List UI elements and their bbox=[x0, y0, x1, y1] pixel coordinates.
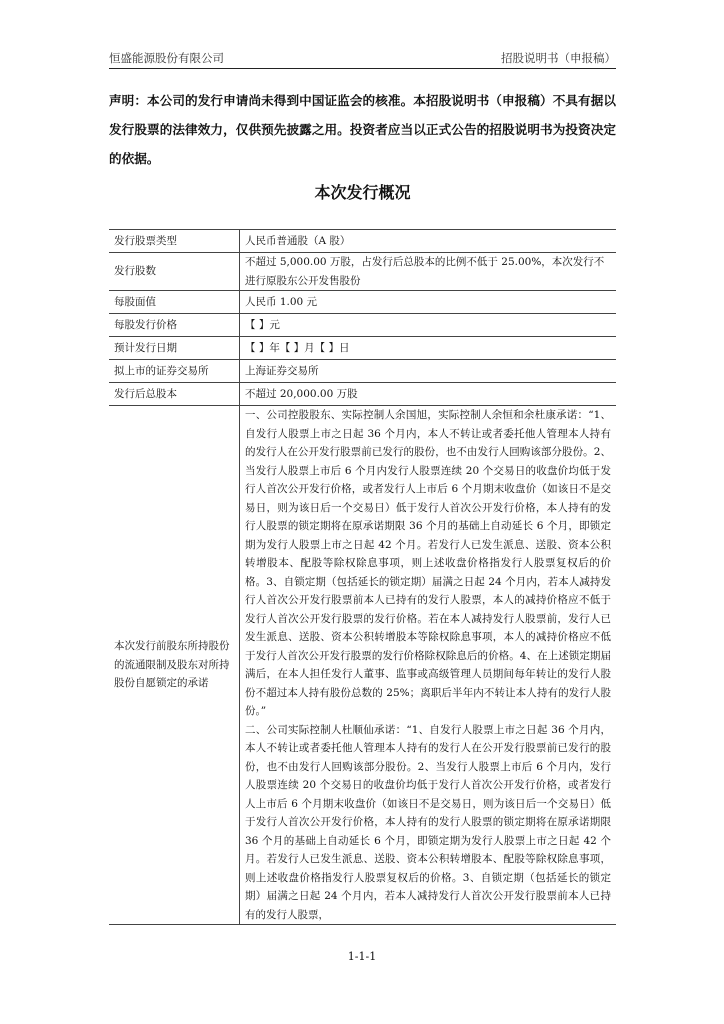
row-label: 发行股票类型 bbox=[109, 230, 240, 253]
row-value: 上海证券交易所 bbox=[240, 360, 617, 383]
disclaimer-statement: 声明：本公司的发行申请尚未得到中国证监会的核准。本招股说明书（申报稿）不具有据以发行股票的法律效力，仅供预先披露之用。投资者应当以正式公告的招股说明书为投资决定的依据。 bbox=[109, 93, 616, 166]
row-value: 【 】元 bbox=[240, 314, 617, 337]
row-value: 不超过 5,000.00 万股，占发行后总股本的比例不低于 25.00%，本次发行不进行原股东公开发售股份 bbox=[240, 253, 617, 291]
row-value: 人民币普通股（A 股） bbox=[240, 230, 617, 253]
row-label: 每股面值 bbox=[109, 291, 240, 314]
page-number: 1-1-1 bbox=[347, 950, 377, 963]
row-label: 拟上市的证券交易所 bbox=[109, 360, 240, 383]
row-value: 【 】年【 】月【 】日 bbox=[240, 337, 617, 360]
document-title: 招股说明书（申报稿） bbox=[501, 51, 616, 65]
table-row bbox=[109, 360, 616, 383]
table-row bbox=[109, 337, 616, 360]
row-label: 预计发行日期 bbox=[109, 337, 240, 360]
commitment-paragraph: 二、公司实际控制人杜顺仙承诺：“1、自发行人股票上市之日起 36 个月内，本人不转让或者委托他人管理本人持有的发行人在公开发行股票前已发行的股份，也不由发行人回购该部分股份。2、当发行人股票上市后 6 个月内，发行人股票连续 20 个交易日的收盘价均低于发行人首次公开发行价格，或者发行人上市后 6 个月期末收盘价（如该日不是交易日，则为该日后一个交易日）低于发行人首次公开发行价格，本人持有的发行人股票的锁定期将在原承诺期限 36 个月的基础上自动延长 6 个月，即锁定期为发行人股票上市之日起 42 个月。若发行人已发生派息、送股、资本公积转增股本、配股等除权除息事项，则上述收盘价格指发行人股票复权后的价格。3、自锁定期（包括延长的锁定期）届满之日起 24 个月内，若本人减持发行人首次公开发行股票前本人已持有的发行人股票， bbox=[245, 723, 611, 921]
table-row bbox=[109, 383, 616, 406]
table-row bbox=[109, 291, 616, 314]
row-label: 每股发行价格 bbox=[109, 314, 240, 337]
row-value: 不超过 20,000.00 万股 bbox=[240, 383, 617, 406]
row-value: 人民币 1.00 元 bbox=[240, 291, 617, 314]
section-title: 本次发行概况 bbox=[314, 183, 411, 202]
page-header bbox=[109, 50, 616, 68]
table-row bbox=[109, 230, 616, 253]
table-row bbox=[109, 253, 616, 291]
commitment-paragraph: 一、公司控股股东、实际控制人余国旭，实际控制人余恒和余杜康承诺：“1、自发行人股票上市之日起 36 个月内，本人不转让或者委托他人管理本人持有的发行人在公开发行股票前已发行的股份，也不由发行人回购该部分股份。2、当发行人股票上市后 6 个月内发行人股票连续 20 个交易日的收盘价均低于发行人首次公开发行价格，或者发行人上市后 6 个月期末收盘价（如该日不是交易日，则为该日后一个交易日）低于发行人首次公开发行价格，本人持有的发行人股票的锁定期将在原承诺期限 36 个月的基础上自动延长 6 个月，即锁定期为发行人股票上市之日起 42 个月。若发行人已发生派息、送股、资本公积转增股本、配股等除权除息事项，则上述收盘价格指发行人股票复权后的价格。3、自锁定期（包括延长的锁定期）届满之日起 24 个月内，若本人减持发行人首次公开发行股票前本人已持有的发行人股票，本人的减持价格应不低于发行人首次公开发行股票的发行价格。若在本人减持发行人股票前，发行人已发生派息、送股、资本公积转增股本等除权除息事项，本人的减持价格应不低于发行人首次公开发行股票的发行价格除权除息后的价格。4、在上述锁定期届满后，在本人担任发行人董事、监事或高级管理人员期间每年转让的发行人股份不超过本人持有股份总数的 25%；离职后半年内不转让本人持有的发行人股份。” bbox=[245, 409, 611, 717]
header-divider bbox=[109, 68, 616, 69]
table-row bbox=[109, 314, 616, 337]
row-label: 本次发行前股东所持股份的流通限制及股东对所持股份自愿锁定的承诺 bbox=[109, 406, 240, 925]
offering-summary-table bbox=[109, 229, 616, 925]
commitment-text bbox=[240, 406, 617, 925]
company-name: 恒盛能源股份有限公司 bbox=[109, 51, 224, 65]
row-label: 发行股数 bbox=[109, 253, 240, 291]
row-label: 发行后总股本 bbox=[109, 383, 240, 406]
table-row bbox=[109, 406, 616, 925]
